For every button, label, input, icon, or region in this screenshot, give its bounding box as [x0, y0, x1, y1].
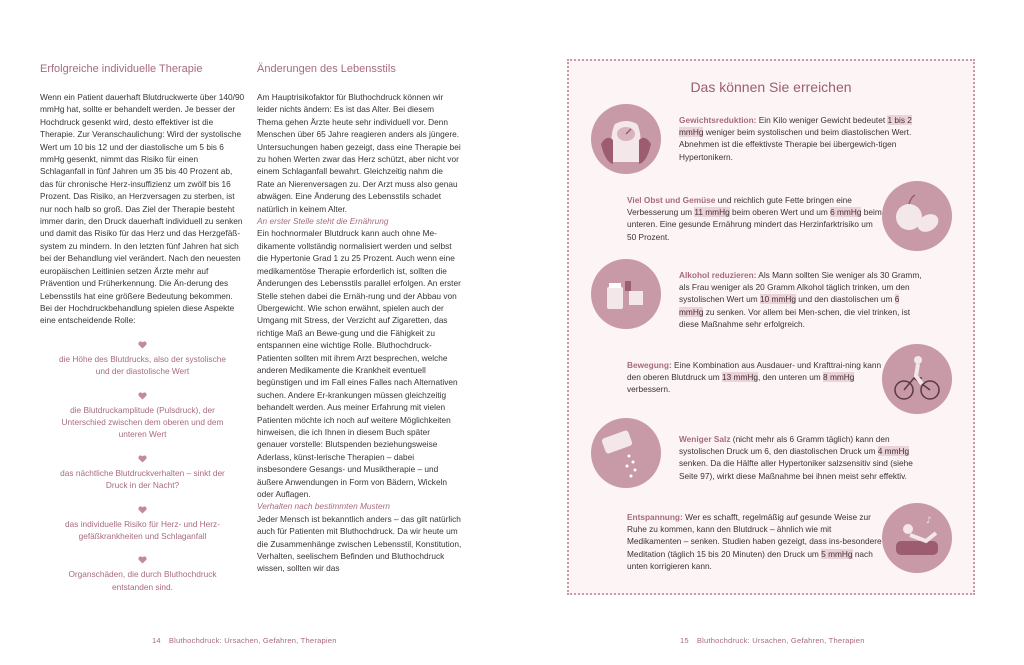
heart-icon: [40, 341, 245, 349]
value-highlight: 4 mmHg: [877, 446, 910, 457]
therapy-paragraph: Wenn ein Patient dauerhaft Blutdruckwerte über 140/90 mmHg hat, sollte er behandelt werden. Je besser der Hochdruck gesenkt wird, desto effektiver ist die Therapie. Zur Veranschaulichung: Wird der systolische Wert um 10 bis 12 und der diastolische um 5 bis 6 mmHg gesenkt, nimmt das Risiko für einen Schlaganfall in fünf Jahren um 35 bis 40 Prozent ab, das für chronische Herz-insuffizienz um zwölf bis 16 Prozent. Das Risiko, an Herzversagen zu sterben, ist nur noch halb so groß. Das Ziel der Therapie besteht immer darin, den Druck dauerhaft individuell zu senken und damit das Risiko für das Herz und das Herzgefäß-system zu mindern. In den letzten fünf Jahren hat sich bei der Behandlung viel verändert. Nach den neuesten europäischen Leitlinien setzen Ärzte mehr auf Prävention und Früherkennung. Die Än-derung des Lebensstils hat eine größere Bedeutung bekommen. Bei der Hochdruckbehandlung spielen diese Aspekte eine entscheidende Rolle:: [40, 92, 245, 326]
section-heading-therapy: Erfolgreiche individuelle Therapie: [40, 63, 203, 75]
aspect-item: Organschäden, die durch Bluthochdruck entstanden sind.: [68, 569, 217, 592]
section-heading-lifestyle: Änderungen des Lebensstils: [257, 63, 396, 75]
patterns-paragraph: Jeder Mensch ist bekanntlich anders – das gilt natürlich auch für Patienten mit Bluthochdruck. Da wir heute um die Zusammenhänge zwischen Lebensstil, Konstitution, Verhalten, seelischem Befinden und Bluthochdruck wissen, sollten wir das: [257, 513, 462, 574]
running-title: Bluthochdruck: Ursachen, Gefahren, Therapien: [696, 636, 865, 645]
svg-text:♪: ♪: [926, 516, 932, 526]
aspect-item: das nächtliche Blutdruckverhalten – sinkt der Druck in der Nacht?: [60, 467, 225, 491]
fruit-icon: [882, 181, 952, 251]
item-label: Gewichtsreduktion:: [679, 115, 757, 125]
drinks-icon: [591, 259, 661, 329]
heart-icon: [40, 455, 245, 463]
item-text: verbessern.: [627, 384, 671, 395]
item-relaxation: [627, 511, 882, 572]
salt-icon: [591, 418, 661, 488]
nutrition-paragraph: Ein hochnormaler Blutdruck kann auch ohne Me-dikamente vollständig normalisiert werden und selbst die Hypertonie Grad 1 zu 25 Prozent. Auch wenn eine medikamentöse Therapie erforderlich ist, sollten die Änderungen des Lebensstils parallel erfolgen. An erster Stelle stehen dabei die Ernäh-rung und der Abbau von Übergewicht. Wie schon erwähnt, spielen auch der Umgang mit Stress, der Verzicht auf Zigaretten, das richtige Maß an Bewe-gung und die Fähigkeit zu entspannen eine wichtige Rolle. Bluthochdruck-Patienten sollten mit ihrem Arzt besprechen, welche anderen Medikamente die Krankheit eventuell begünstigen und im Fall eines Falles nach Alternativen suchen. Andere Er-krankungen müssen gleichzeitig behandelt werden. Aus meiner Erfahrung mit vielen Patienten möchte ich noch auf weitere Möglichkeiten hinweisen, die ich Ihnen in diesem Buch später genauer vorstelle: Blutspenden beziehungsweise Aderlass, künst-lerische Therapien – dabei insbesondere Gesangs- und Musiktherapie – und äußere Anwendungen in Form von Bädern, Wickeln oder Auflagen.: [257, 228, 461, 499]
item-text: nach unten korrigieren kann.: [627, 548, 873, 571]
right-page-footer: [680, 636, 865, 645]
aspect-item: die Blutdruckamplitude (Pulsdruck), der Unterschied zwischen dem oberen und dem unteren Wert: [61, 404, 224, 440]
item-label: Viel Obst und Gemüse: [627, 195, 716, 205]
value-highlight: 5 mmHg: [821, 548, 853, 559]
relaxing-person-icon: [882, 503, 952, 573]
heart-icon: [40, 392, 245, 400]
value-highlight: 6 mmHg: [679, 294, 900, 317]
item-text: und den diastolischen um: [795, 294, 895, 305]
heart-icon: [40, 506, 245, 514]
item-weight: [679, 114, 924, 163]
page-number: 15: [680, 636, 689, 645]
item-text: Ein Kilo weniger Gewicht bedeutet: [756, 115, 888, 125]
lifestyle-paragraph: Am Hauptrisikofaktor für Bluthochdruck können wir leider nichts ändern: Es ist das Alter. Bei diesem Thema gehen Ärzte heute sehr individuell vor. Denn Menschen über 65 Jahre reagieren anders als jüngere. Untersuchungen haben gezeigt, dass eine Therapie bei zu hohen Werten zwar das Herz schützt, aber nicht vor einem Schlaganfall bewahrt. Gleichzeitig nahm die Rate an Nierenversagen zu. Der Arzt muss also genau abwägen. Eine Änderung des Lebensstils schadet natürlich in keinem Alter.: [257, 92, 461, 214]
item-text: zu senken. Vor allem bei Men-schen, die viel trinken, ist diese Maßnahme sehr erfolgreich.: [679, 306, 911, 329]
item-alcohol: [679, 269, 924, 330]
item-text: beim unteren. Eine gesunde Ernährung mindert das Herzinfarktrisiko um 50 Prozent.: [627, 207, 882, 242]
item-fruit: [627, 194, 882, 243]
value-highlight: 11 mmHg: [694, 207, 730, 218]
item-label: Bewegung:: [627, 360, 672, 370]
middle-column: [257, 62, 462, 575]
subheading-nutrition: An erster Stelle steht die Ernährung: [257, 216, 389, 227]
left-column: [40, 62, 245, 593]
cyclist-icon: [882, 344, 952, 414]
item-salt: [679, 433, 924, 482]
value-highlight: 13 mmHg: [722, 372, 758, 383]
subheading-patterns: Verhalten nach bestimmten Mustern: [257, 501, 390, 512]
aspect-item: die Höhe des Blutdrucks, also der systolische und der diastolische Wert: [59, 353, 226, 377]
item-text: Wer es schafft, regelmäßig auf gesunde Weise zur Ruhe zu kommen, kann den Blutdruck – ähnlich wie mit Medikamenten – senken. Studien haben gezeigt, dass ins-besondere Meditation (täglich 15 bis 20 Minuten) den Druck um: [627, 512, 882, 559]
item-text: senken. Da die Hälfte aller Hypertoniker salzsensitiv sind (siehe Seite 97), wirkt diese Maßnahme bei ihnen meist sehr effektiv.: [679, 458, 913, 481]
value-highlight: 1 bis 2 mmHg: [679, 115, 912, 138]
heart-icon: [40, 556, 245, 564]
page-number: 14: [152, 636, 161, 645]
item-label: Alkohol reduzieren:: [679, 270, 757, 280]
results-box: [567, 59, 975, 595]
item-label: Entspannung:: [627, 512, 683, 522]
value-highlight: 6 mmHg: [830, 207, 862, 218]
item-text: beim oberen Wert und um: [729, 207, 831, 218]
running-title: Bluthochdruck: Ursachen, Gefahren, Therapien: [168, 636, 337, 645]
box-title: Das können Sie erreichen: [690, 79, 852, 95]
item-exercise: [627, 359, 882, 396]
left-page-footer: [152, 636, 337, 645]
item-text: und reichlich gute Fette bringen eine Verbesserung um: [627, 195, 852, 218]
item-text: (nicht mehr als 6 Gramm täglich) kann den systolischen Druck um 6, den diastolischen Druck um: [679, 434, 890, 457]
item-text: Eine Kombination aus Ausdauer- und Krafttrai-ning kann den oberen Blutdruck um: [627, 360, 882, 383]
value-highlight: 8 mmHg: [823, 372, 855, 383]
item-text: Als Mann sollten Sie weniger als 30 Gramm, als Frau weniger als 20 Gramm Alkohol täglich trinken, um den systolischen Wert um: [679, 270, 922, 305]
aspect-item: das individuelle Risiko für Herz- und Herz- gefäßkrankheiten und Schlaganfall: [65, 518, 220, 541]
item-label: Weniger Salz: [679, 434, 731, 444]
item-text: weniger beim systolischen und beim diastolischen Wert. Abnehmen ist die effektivste Therapie bei übergewich-tigen Hypertonikern.: [679, 127, 912, 162]
item-text: , den unteren um: [757, 372, 824, 383]
value-highlight: 10 mmHg: [760, 294, 796, 305]
scale-icon: [591, 104, 661, 174]
